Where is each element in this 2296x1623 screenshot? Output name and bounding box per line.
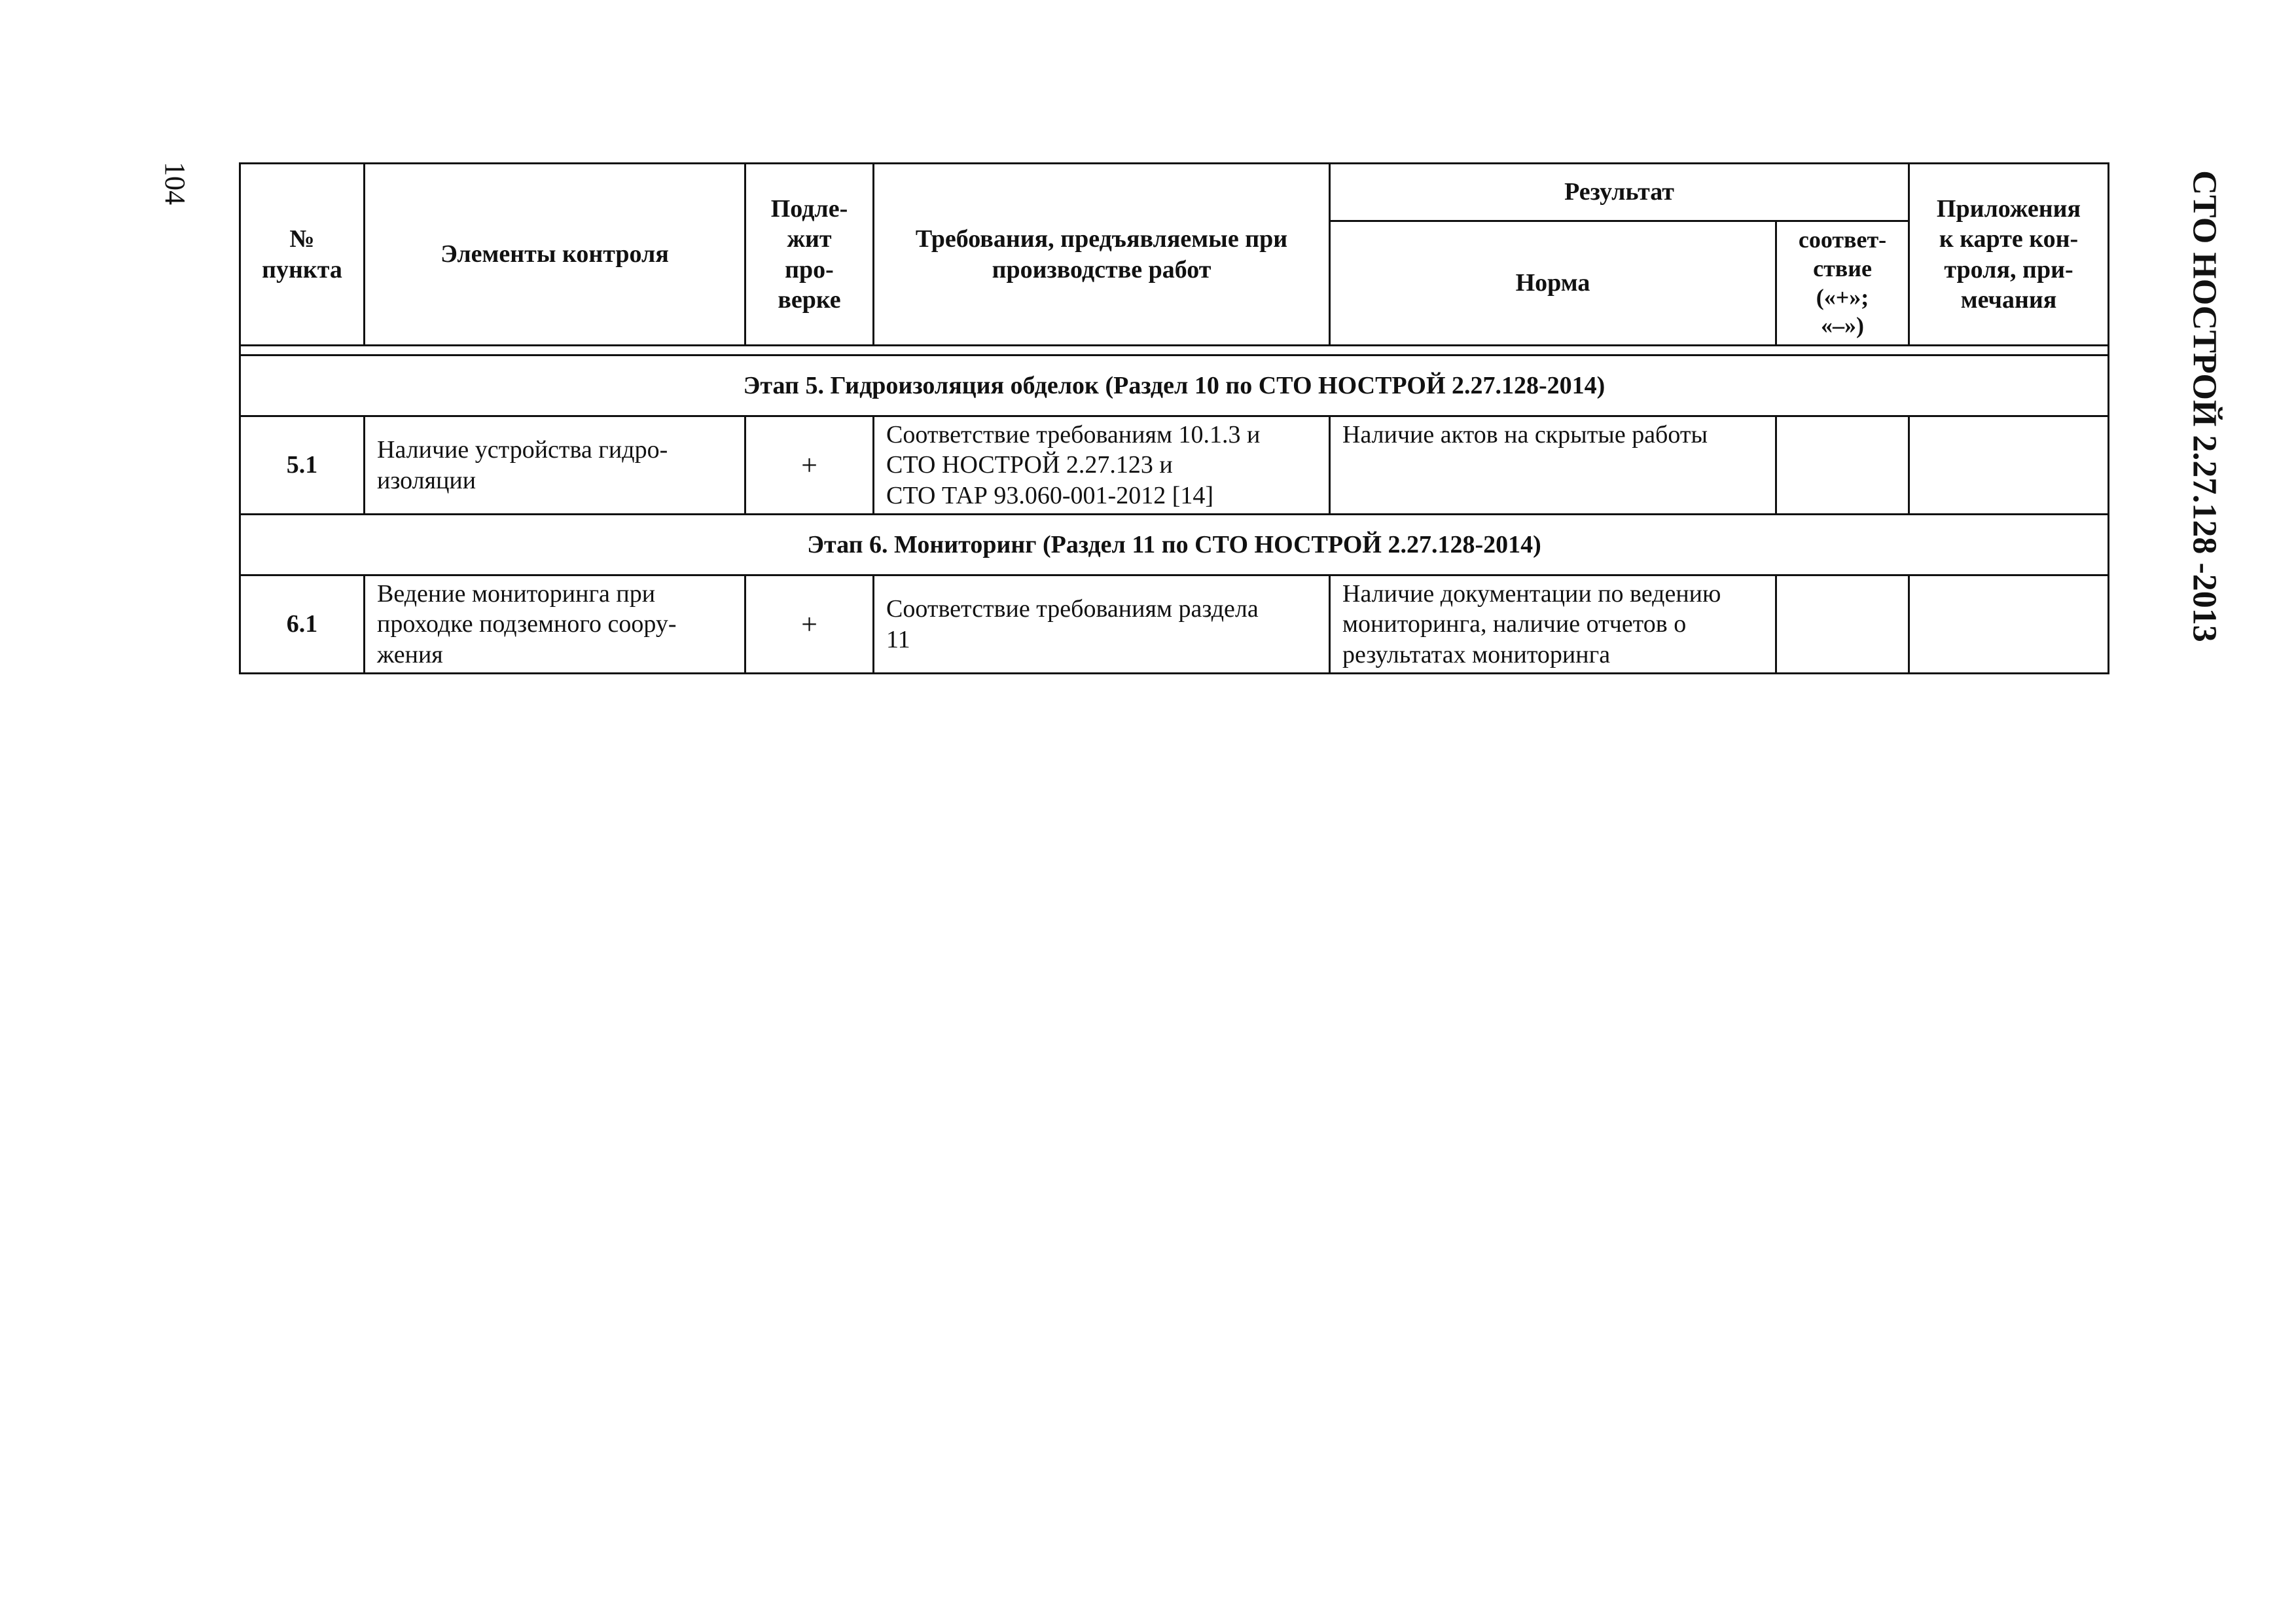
header-result: Результат [1330,164,1909,221]
row-element: Ведение мониторинга при проходке подземного соору- жения [365,575,745,674]
row-appendix [1909,416,2109,515]
row-norm: Наличие документации по ведению мониторинга, наличие отчетов о результатах мониторинга [1330,575,1776,674]
page-number: 104 [159,162,192,205]
document-code: СТО НОСТРОЙ 2.27.128 -2013 [2185,170,2223,642]
header-compliance: соответ- ствие («+»; «–») [1776,221,1909,346]
row-check-mark: + [745,416,874,515]
row-requirement: Соответствие требованиям 10.1.3 и СТО НОСТРОЙ 2.27.123 и СТО ТАР 93.060-001-2012 [14] [874,416,1330,515]
header-appendix: Приложения к карте кон- троля, при- мечания [1909,164,2109,346]
row-appendix [1909,575,2109,674]
table-row [240,416,2109,515]
stage-header [240,515,2109,575]
row-norm: Наличие актов на скрытые работы [1330,416,1776,515]
row-requirement: Соответствие требованиям раздела 11 [874,575,1330,674]
header-separator [240,346,2109,356]
row-element: Наличие устройства гидро- изоляции [365,416,745,515]
header-subject: Подле- жит про- верке [745,164,874,346]
header-requirements: Требования, предъявляемые при производстве работ [874,164,1330,346]
stage-header [240,356,2109,416]
row-check-mark: + [745,575,874,674]
row-number: 6.1 [240,575,365,674]
header-norm: Норма [1330,221,1776,346]
control-table [239,162,2109,674]
table-row [240,575,2109,674]
row-compliance [1776,575,1909,674]
stage-title: Этап 5. Гидроизоляция обделок (Раздел 10 по СТО НОСТРОЙ 2.27.128-2014) [240,356,2109,416]
header-elements: Элементы контроля [365,164,745,346]
header-num: № пункта [240,164,365,346]
row-compliance [1776,416,1909,515]
stage-title: Этап 6. Мониторинг (Раздел 11 по СТО НОСТРОЙ 2.27.128-2014) [240,515,2109,575]
row-number: 5.1 [240,416,365,515]
